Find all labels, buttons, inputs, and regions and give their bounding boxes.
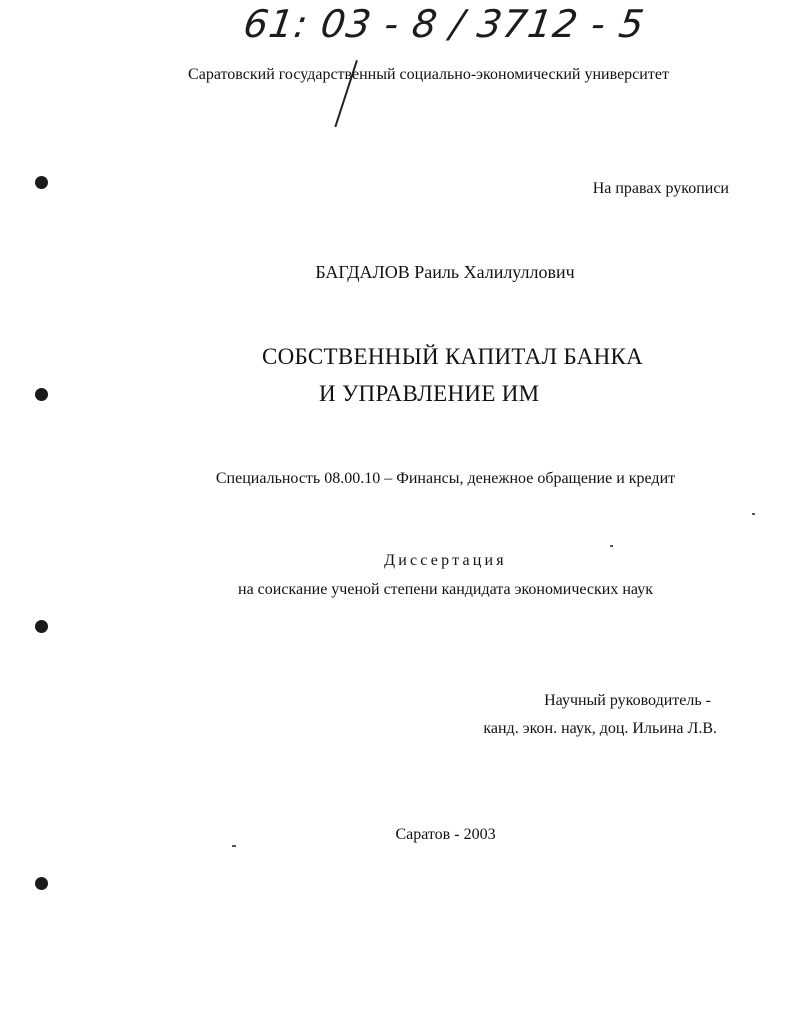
dissertation-label: Диссертация [384,552,507,569]
thesis-title-line-2: И УПРАВЛЕНИЕ ИМ [319,381,540,406]
supervisor-label: Научный руководитель - [544,692,711,709]
manuscript-rights-note: На правах рукописи [592,180,729,197]
scan-speck [610,545,613,547]
punch-hole [35,388,48,401]
specialty-line: Специальность 08.00.10 – Финансы, денежное обращение и кредит [215,470,676,487]
university-name: Саратовский государственный социально-экономический университет [188,66,669,83]
punch-hole [35,620,48,633]
scan-speck [752,513,755,515]
author-name: БАГДАЛОВ Раиль Халилуллович [315,262,575,282]
supervisor-name: канд. экон. наук, доц. Ильина Л.В. [483,720,717,737]
scan-speck [232,845,236,847]
punch-hole [35,877,48,890]
thesis-title-line-1: СОБСТВЕННЫЙ КАПИТАЛ БАНКА [262,344,644,369]
city-year: Саратов - 2003 [395,826,496,843]
punch-hole [35,176,48,189]
handwritten-stamp: 61: 03 - 8 / 3712 - 5 [240,2,648,46]
degree-line: на соискание ученой степени кандидата экономических наук [238,581,653,598]
